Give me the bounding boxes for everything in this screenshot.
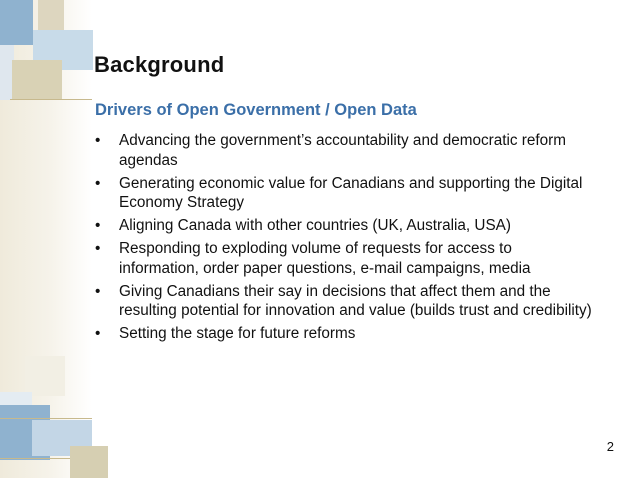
decorative-square <box>12 60 62 100</box>
bullet-text: Generating economic value for Canadians and supporting the Digital Economy Strategy <box>119 174 583 211</box>
bullet-icon: • <box>95 174 101 192</box>
decorative-line <box>10 99 92 100</box>
bullet-item <box>95 239 595 278</box>
bullet-list <box>95 131 595 347</box>
bullet-icon: • <box>95 282 101 300</box>
bullet-text: Aligning Canada with other countries (UK, Australia, USA) <box>119 217 511 234</box>
bullet-text: Responding to exploding volume of requests for access to information, order paper questions, e-mail campaigns, media <box>119 240 531 277</box>
bullet-item <box>95 216 595 236</box>
bullet-item <box>95 131 595 170</box>
page-number: 2 <box>606 439 614 454</box>
decorative-line <box>0 458 70 459</box>
bullet-item <box>95 324 595 344</box>
bullet-text: Advancing the government’s accountability and democratic reform agendas <box>119 132 566 169</box>
bullet-item <box>95 174 595 213</box>
bullet-icon: • <box>95 217 101 234</box>
decorative-square <box>25 356 65 396</box>
bullet-icon: • <box>95 132 101 149</box>
bullet-icon: • <box>95 325 101 342</box>
bullet-text: Setting the stage for future reforms <box>119 325 356 342</box>
slide-subtitle: Drivers of Open Government / Open Data <box>95 101 417 119</box>
bullet-icon: • <box>95 240 101 257</box>
slide-title: Background <box>94 52 225 77</box>
decorative-line <box>0 418 92 419</box>
bullet-text: Giving Canadians their say in decisions that affect them and the resulting potential for innovation and value (builds trust and credibility) <box>119 282 592 319</box>
decorative-square <box>0 0 33 45</box>
bullet-item <box>95 282 595 321</box>
decorative-square <box>70 446 108 478</box>
